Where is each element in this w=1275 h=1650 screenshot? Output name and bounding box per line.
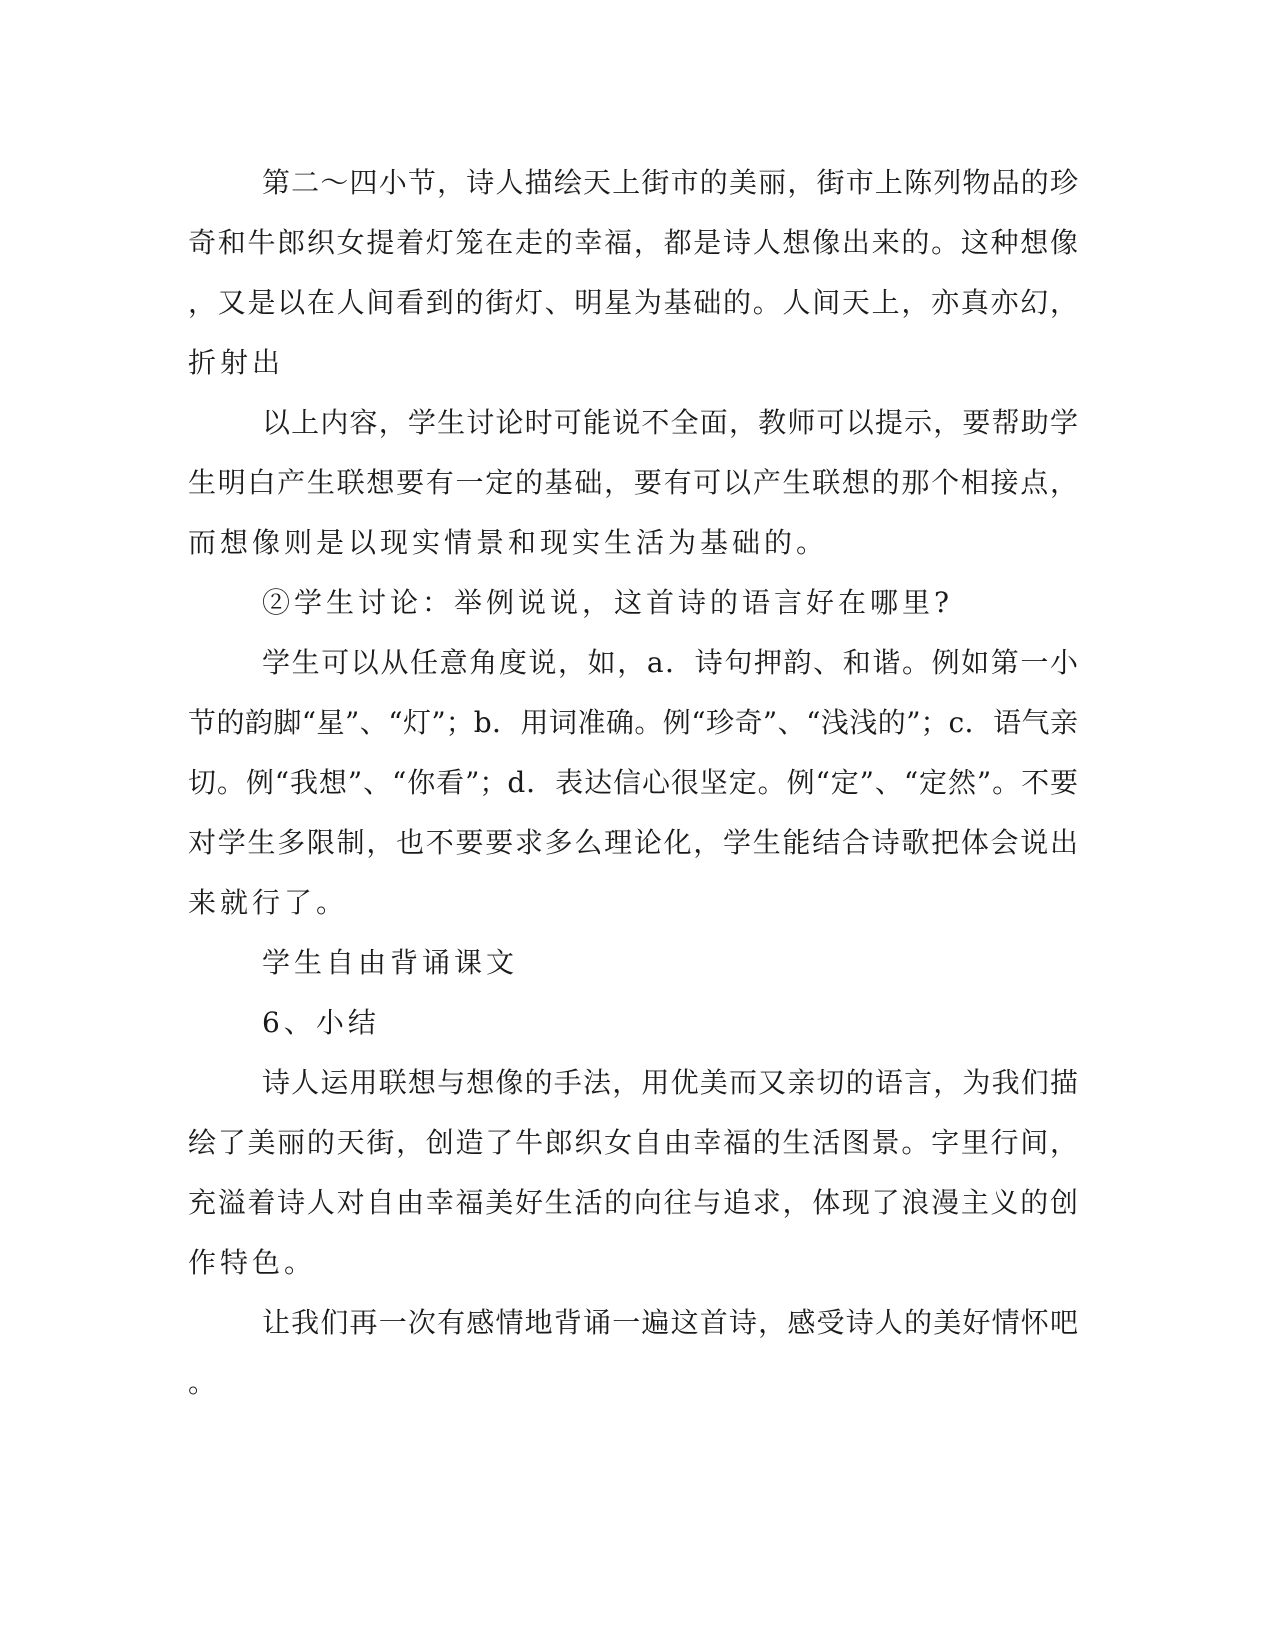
text-line: 折射出	[188, 346, 285, 379]
text-line: 充溢着诗人对自由幸福美好生活的向往与追求，体现了浪漫主义的创	[188, 1186, 1078, 1219]
text-line: 奇和牛郎织女提着灯笼在走的幸福，都是诗人想像出来的。这种想像	[188, 226, 1078, 259]
text-line: 绘了美丽的天街，创造了牛郎织女自由幸福的生活图景。字里行间，	[188, 1126, 1078, 1159]
text-line: 而想像则是以现实情景和现实生活为基础的。	[188, 526, 829, 559]
text-line: 切。例“我想”、“你看”；d．表达信心很坚定。例“定”、“定然”。不要	[188, 766, 1078, 799]
text-line: 学生自由背诵课文	[262, 946, 519, 979]
section-heading: 6、小结	[262, 1006, 380, 1039]
text-line: ②学生讨论：举例说说，这首诗的语言好在哪里?	[262, 586, 954, 619]
text-line: 节的韵脚“星”、“灯”；b．用词准确。例“珍奇”、“浅浅的”；c．语气亲	[188, 706, 1078, 739]
text-line: 诗人运用联想与想像的手法，用优美而又亲切的语言，为我们描	[262, 1066, 1078, 1099]
text-line: 学生可以从任意角度说，如，a．诗句押韵、和谐。例如第一小	[262, 646, 1078, 679]
text-line: 作特色。	[188, 1246, 317, 1279]
text-line: 。	[188, 1366, 217, 1399]
text-line: 生明白产生联想要有一定的基础，要有可以产生联想的那个相接点，	[188, 466, 1078, 499]
text-line: 以上内容，学生讨论时可能说不全面，教师可以提示，要帮助学	[262, 406, 1078, 439]
text-line: 第二～四小节，诗人描绘天上街市的美丽，街市上陈列物品的珍	[262, 166, 1078, 199]
text-line: 对学生多限制，也不要要求多么理论化，学生能结合诗歌把体会说出	[188, 826, 1078, 859]
text-line: 让我们再一次有感情地背诵一遍这首诗，感受诗人的美好情怀吧	[262, 1306, 1078, 1339]
text-line: ，又是以在人间看到的街灯、明星为基础的。人间天上，亦真亦幻，	[188, 286, 1078, 319]
text-line: 来就行了。	[188, 886, 349, 919]
